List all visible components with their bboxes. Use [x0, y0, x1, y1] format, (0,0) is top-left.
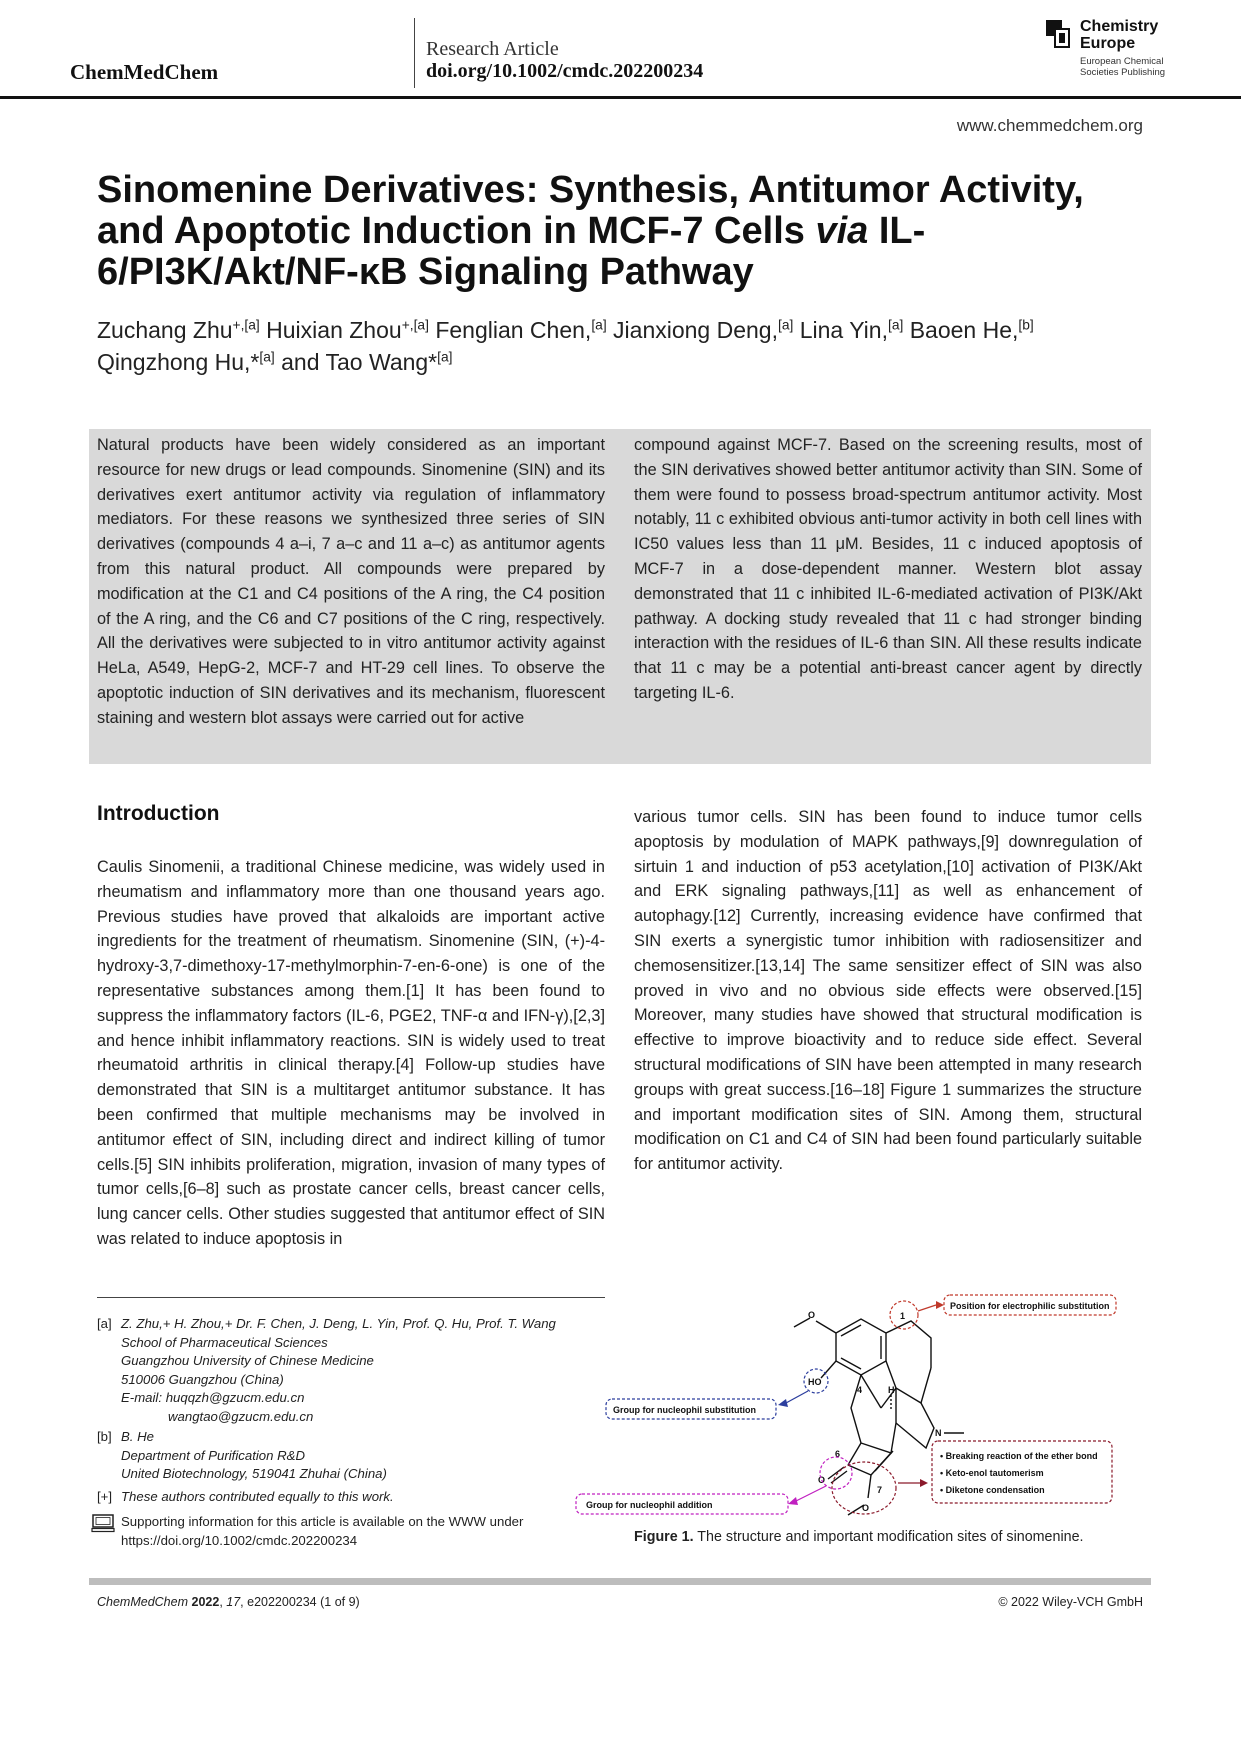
- abstract-right-column: compound against MCF-7. Based on the screening results, most of the SIN derivatives showed better antitumor activity than SIN. Some of them were found to possess broad-spectrum antitumor activity. Most notably, 11 c exhibited obvious anti-tumor activity in both cell lines with IC50 values less than 11 μM. Besides, 11 c induced apoptosis of MCF-7 in a dose-dependent manner. Western blot assay demonstrated that 11 c inhibited IL-6-mediated activation of PI3K/Akt pathway. A docking study revealed that 11 c had stronger binding interaction with the residues of IL-6 than SIN. All these results indicate that 11 c may be a potential anti-breast cancer agent by directly targeting IL-6.: [634, 436, 1142, 702]
- affiliation-line: 510006 Guangzhou (China): [121, 1371, 284, 1387]
- introduction-right-column: various tumor cells. SIN has been found to induce tumor cells apoptosis by modulation of MAPK pathways,[9] downregulation of sirtuin 1 and induction of p53 acetylation,[10] activation of PI3K/Akt and ERK signaling pathways,[11] as well as enhancement of autophagy.[12] Currently, increasing evidence have confirmed that SIN exerts a synergistic tumor inhibition with radiosensitizer and chemosensitizer.[13,14] The same sensitizer effect of SIN was also proved in vivo and no obvious side effects were observed.[15] Moreover, many studies have showed that structural modification is effective to improve bioactivity and to reduce side effect. Several structural modifications of SIN have been attempted in many research groups with great success.[16–18] Figure 1 summarizes the structure and important modification sites of SIN. Among them, structural modification on C1 and C4 of SIN had been found particularly suitable for antitumor activity.: [634, 808, 1142, 1174]
- atom-label-o: O: [818, 1475, 826, 1485]
- author-name: Fenglian Chen,: [435, 317, 592, 343]
- publisher-name-line1: Chemistry: [1080, 18, 1159, 35]
- chemistry-europe-logo-icon: [1046, 20, 1076, 52]
- author-separator: and: [274, 349, 326, 375]
- footer-volume: 17: [226, 1595, 241, 1609]
- author-affiliation: [a]: [778, 317, 794, 333]
- title-part2: IL-6/PI3K/Akt/NF-: [97, 210, 926, 293]
- publisher-name-line2: Europe: [1080, 35, 1136, 52]
- affiliation-line: School of Pharmaceutical Sciences: [121, 1334, 328, 1350]
- footer-bar: [89, 1578, 1151, 1585]
- supporting-info-text: Supporting information for this article is available on the WWW under: [121, 1514, 524, 1529]
- footer-copyright: © 2022 Wiley-VCH GmbH: [998, 1595, 1143, 1609]
- publisher-subtitle-line1: European Chemical: [1080, 56, 1164, 67]
- journal-name: ChemMedChem: [70, 60, 219, 84]
- journal-website-link[interactable]: www.chemmedchem.org: [956, 116, 1143, 135]
- atom-label-o: O: [808, 1310, 816, 1320]
- publisher-subtitle-line2: Societies Publishing: [1080, 67, 1166, 78]
- author-name: Jianxiong Deng,: [613, 317, 778, 343]
- affiliation-line: Z. Zhu,+ H. Zhou,+ Dr. F. Chen, J. Deng, L. Yin, Prof. Q. Hu, Prof. T. Wang: [121, 1316, 556, 1331]
- article-type: Research Article: [426, 38, 559, 60]
- figure-caption-label: Figure 1.: [634, 1529, 694, 1545]
- affiliation-line: Department of Purification R&D: [121, 1447, 305, 1463]
- email-link[interactable]: E-mail: huqqzh@gzucm.edu.cn: [121, 1390, 305, 1406]
- affiliation-line: B. He: [121, 1429, 154, 1444]
- atom-label-o: O: [862, 1503, 870, 1513]
- footer-year: 2022: [191, 1595, 220, 1609]
- footer-journal: ChemMedChem: [97, 1595, 189, 1609]
- equal-contribution-note: [97, 1488, 605, 1507]
- footnote-tag: [+]: [97, 1489, 113, 1504]
- sinomenine-structure-figure: [586, 1283, 1156, 1523]
- reaction-item: • Breaking reaction of the ether bond: [940, 1451, 1098, 1461]
- publisher-name: [1080, 18, 1200, 52]
- author-affiliation: [a]: [591, 317, 607, 333]
- author-affiliation: [a]: [437, 349, 453, 365]
- header-divider: [414, 18, 415, 88]
- author-affiliation: [a]: [259, 349, 275, 365]
- title-part3: B Signaling Pathway: [380, 251, 754, 293]
- footer-article-number: , e202200234 (1 of 9): [240, 1595, 360, 1609]
- atom-label-4: 4: [857, 1385, 863, 1395]
- atom-label-7: 7: [877, 1485, 883, 1495]
- supporting-info-note: [97, 1513, 605, 1550]
- atom-label-6: 6: [835, 1449, 841, 1459]
- author-name: Tao Wang*: [325, 349, 438, 375]
- author-affiliation: [b]: [1018, 317, 1034, 333]
- author-name: Huixian Zhou: [266, 317, 402, 343]
- supporting-info-link[interactable]: https://doi.org/10.1002/cmdc.202200234: [121, 1532, 358, 1548]
- footer-citation: ChemMedChem 2022, 17, e202200234 (1 of 9): [97, 1595, 360, 1609]
- affiliation-tag: [a]: [97, 1316, 112, 1331]
- label-nucleophil-substitution: Group for nucleophil substitution: [613, 1405, 756, 1415]
- reaction-item: • Keto-enol tautomerism: [940, 1468, 1044, 1478]
- article-title: [97, 170, 1147, 293]
- title-kappa: κ: [358, 251, 381, 293]
- author-name: Lina Yin,: [799, 317, 888, 343]
- footnote-text: These authors contributed equally to this work.: [121, 1489, 394, 1504]
- atom-label-1: 1: [900, 1311, 906, 1321]
- author-affiliation: +,[a]: [232, 317, 260, 333]
- figure-caption-text: The structure and important modification sites of sinomenine.: [693, 1529, 1084, 1545]
- title-via: via: [815, 210, 869, 252]
- author-name: Qingzhong Hu,*: [97, 349, 260, 375]
- figure-caption: [634, 1529, 1084, 1545]
- abstract-left-column: Natural products have been widely considered as an important resource for new drugs or lead compounds. Sinomenine (SIN) and its derivatives exert antitumor activity via regulation of inflammatory mediators. For these reasons we synthesized three series of SIN derivatives (compounds 4 a–i, 7 a–c and 11 a–c) as antitumor agents from this natural product. All compounds were prepared by modification at the C1 and C4 positions of the A ring, the C4 position of the A ring, and the C6 and C7 positions of the C ring, respectively. All the derivatives were subjected to in vitro antitumor activity against HeLa, A549, HepG-2, MCF-7 and HT-29 cell lines. To observe the apoptotic induction of SIN derivatives and its mechanism, fluorescent staining and western blot assays were carried out for active: [97, 436, 605, 727]
- atom-label-n: N: [935, 1428, 942, 1438]
- author-name: Baoen He,: [909, 317, 1019, 343]
- affiliation-line: United Biotechnology, 519041 Zhuhai (China): [121, 1466, 387, 1482]
- affiliation-b: [97, 1428, 605, 1484]
- footnote-rule: [97, 1297, 605, 1298]
- reaction-item: • Diketone condensation: [940, 1485, 1045, 1495]
- label-electrophilic-substitution: Position for electrophilic substitution: [950, 1301, 1110, 1311]
- author-affiliation: +,[a]: [401, 317, 429, 333]
- author-name: Zuchang Zhu: [97, 317, 233, 343]
- affiliation-tag: [b]: [97, 1429, 112, 1444]
- author-list: [97, 314, 1157, 378]
- title-part1: Sinomenine Derivatives: Synthesis, Antitumor Activity, and Apoptotic Induction in MCF-7 Cells: [97, 169, 1084, 252]
- publisher-subtitle: [1080, 56, 1220, 78]
- email-link[interactable]: wangtao@gzucm.edu.cn: [168, 1408, 314, 1424]
- atom-label-ho: HO: [808, 1377, 822, 1387]
- author-affiliation: [a]: [887, 317, 904, 333]
- atom-label-h: H: [888, 1385, 895, 1395]
- affiliation-a: [97, 1315, 605, 1427]
- doi-link[interactable]: doi.org/10.1002/cmdc.202200234: [426, 60, 704, 82]
- affiliation-line: Guangzhou University of Chinese Medicine: [121, 1353, 374, 1369]
- label-nucleophil-addition: Group for nucleophil addition: [586, 1500, 713, 1510]
- introduction-left-column: Caulis Sinomenii, a traditional Chinese medicine, was widely used in rheumatism and inflammatory more than one thousand years ago. Previous studies have proved that alkaloids are important active ingredients for the treatment of rheumatism. Sinomenine (SIN, (+)-4-hydroxy-3,7-dimethoxy-17-methylmorphin-7-en-6-one) is one of the representative substances among them.[1] It has been found to suppress the inflammatory factors (IL-6, PGE2, TNF-α and IFN-γ),[2,3] and hence inhibit inflammatory reactions. SIN is widely used to treat rheumatoid arthritis in clinical therapy.[4] Follow-up studies have demonstrated that SIN is a multitarget antitumor substance. It has been confirmed that multiple mechanisms may be involved in antitumor effect of SIN, including direct and indirect killing of tumor cells.[5] SIN inhibits proliferation, migration, invasion of many types of tumor cells,[6–8] such as prostate cancer cells, breast cancer cells, lung cancer cells. Other studies suggested that antitumor effect of SIN was related to induce apoptosis in: [97, 858, 605, 1248]
- section-heading-introduction: Introduction: [97, 802, 220, 825]
- header-rule: [0, 96, 1241, 99]
